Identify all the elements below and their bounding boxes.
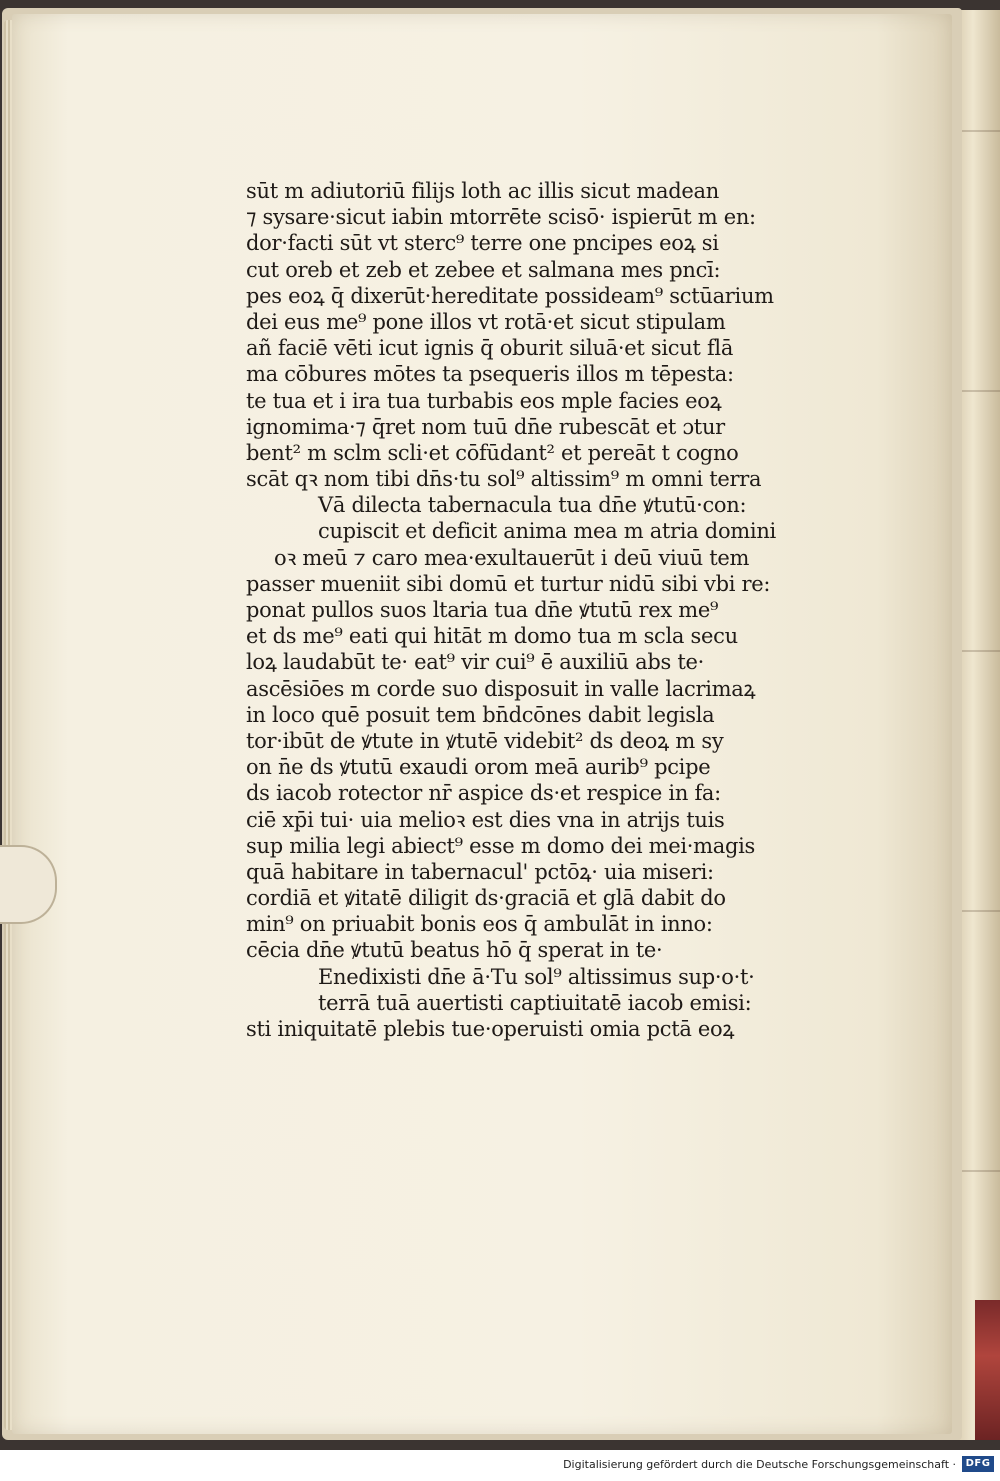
text-line-10: ignomima·⁊ q̄ret nom tuū dn̄e rubescāt et ɔtur <box>246 414 725 439</box>
text-line-5: pes eoꝝ q̄ dixerūt·hereditate possideam⁹ sctūarium <box>246 283 774 308</box>
text-line-24: ds iacob rotector nr̄ aspice ds·et respice in fa: <box>246 781 721 806</box>
binding-cloth <box>975 1300 1000 1440</box>
text-line-7: añ faciē vēti icut ignis q̄ oburit siluā·et sicut flā <box>246 336 734 361</box>
text-line-29: min⁹ on priuabit bonis eos q̄ ambulāt in inno: <box>246 912 713 937</box>
text-line-20: ascēsiōes m corde suo disposuit in valle lacrimaꝝ <box>246 676 756 701</box>
text-line-19: loꝝ laudabūt te· eat⁹ vir cui⁹ ē auxiliū abs te· <box>246 650 704 675</box>
text-line-4: cut oreb et zeb et zebee et salmana mes pncī: <box>246 257 721 282</box>
text-line-32: terrā tuā auertisti captiuitatē iacob emisi: <box>318 990 752 1015</box>
text-line-33: sti iniquitatē plebis tue·operuisti omia pctā eoꝝ <box>246 1017 735 1041</box>
text-line-17: ponat pullos suos ltaria tua dn̄e ꝟtutū rex me⁹ <box>246 598 719 622</box>
text-line-22: tor·ibūt de ꝟtute in ꝟtutē videbit² ds deoꝝ m sy <box>246 728 724 753</box>
text-line-25: ciē xp̄i tui· uia melioꝛ est dies vna in atrijs tuis <box>246 807 725 832</box>
text-line-27: quā habitare in tabernacul' pctōꝝ· uia miseri: <box>246 859 714 884</box>
text-line-30: cēcia dn̄e ꝟtutū beatus hō q̄ sperat in te· <box>246 938 663 963</box>
text-line-8: ma cōbures mōtes ta psequeris illos m tēpesta: <box>246 362 734 387</box>
text-line-21: in loco quē posuit tem bn̄dcōnes dabit legisla <box>246 702 715 727</box>
text-line-2: ⁊ sysare·sicut iabin mtorrēte scisō· ispierūt m en: <box>246 205 756 230</box>
text-line-18: et ds me⁹ eati qui hitāt m domo tua m scla secu <box>246 624 738 649</box>
footer-bar <box>0 1450 1000 1481</box>
printed-text-block <box>246 178 856 1042</box>
text-line-16: passer mueniit sibi domū et turtur nidū sibi vbi re: <box>246 571 771 596</box>
text-line-23: on n̄e ds ꝟtutū exaudi orom meā aurib⁹ pcipe <box>246 755 711 780</box>
text-line-3: dor·facti sūt vt sterc⁹ terre one pncipes eoꝝ si <box>246 231 719 256</box>
text-line-1: sūt m adiutoriū filijs loth ac illis sicut madean <box>246 179 719 203</box>
text-line-26: sup milia legi abiect⁹ esse m domo dei mei·magis <box>246 833 756 858</box>
text-line-14: cupiscit et deficit anima mea m atria domini <box>318 519 776 544</box>
text-line-9: te tua et i ira tua turbabis eos mple facies eoꝝ <box>246 388 722 413</box>
funding-credit: Digitalisierung gefördert durch die Deutsche Forschungsgemeinschaft · <box>563 1458 956 1471</box>
text-line-12: scāt qꝛ nom tibi dn̄s·tu sol⁹ altissim⁹ m omni terra <box>246 467 762 492</box>
dfg-logo: DFG <box>962 1456 994 1472</box>
text-line-28: cordiā et ꝟitatē diligit ds·graciā et glā dabit do <box>246 886 726 911</box>
text-line-31: Enedixisti dn̄e ā·Tu sol⁹ altissimus sup·o·t· <box>318 964 755 989</box>
text-line-13: Vā dilecta tabernacula tua dn̄e ꝟtutū·con: <box>318 493 747 518</box>
text-line-15: oꝛ meū ⁊ caro mea·exultauerūt i deū viuū tem <box>274 545 750 570</box>
text-line-6: dei eus me⁹ pone illos vt rotā·et sicut stipulam <box>246 309 726 334</box>
text-line-11: bent² m sclm scli·et cōfūdant² et pereāt t cogno <box>246 440 739 465</box>
